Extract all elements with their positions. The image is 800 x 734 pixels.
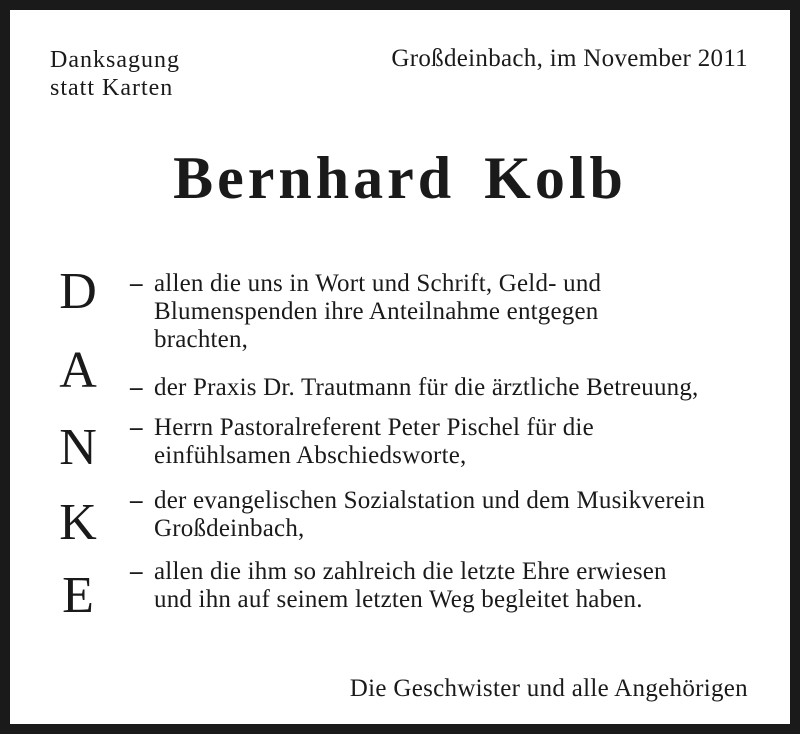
entry-line: Blumenspenden ihre Anteilnahme entgegen: [154, 298, 599, 325]
acrostic-letter-d: D: [59, 263, 97, 320]
acrostic-letter-a: A: [59, 342, 97, 399]
entry-line: allen die uns in Wort und Schrift, Geld- und: [154, 270, 602, 297]
entry-line: und ihn auf seinem letzten Weg begleitet haben.: [154, 586, 643, 613]
header-heading: [50, 46, 180, 102]
entry-line: Herrn Pastoralreferent Peter Pischel für die: [154, 414, 594, 441]
entry-dash: –: [130, 374, 143, 401]
entry-k: [154, 487, 705, 543]
place-date: Großdeinbach, im November 2011: [391, 45, 748, 72]
acrostic-letter-n: N: [59, 419, 97, 476]
entry-dash: –: [130, 558, 143, 585]
entry-line: der Praxis Dr. Trautmann für die ärztliche Betreuung,: [154, 374, 699, 401]
acrostic-letter-k: K: [59, 494, 97, 551]
entry-line: Großdeinbach,: [154, 515, 305, 542]
entry-d: [154, 270, 601, 354]
entry-line: der evangelischen Sozialstation und dem Musikverein: [154, 487, 706, 514]
signature-line: Die Geschwister und alle Angehörigen: [349, 675, 748, 702]
entry-line: brachten,: [154, 326, 249, 353]
entry-dash: –: [130, 414, 143, 441]
entry-dash: –: [130, 270, 143, 297]
entry-a: [154, 374, 699, 402]
entry-n: [154, 414, 594, 470]
header-line-1: Danksagung: [50, 47, 180, 73]
deceased-name: Bernhard Kolb: [173, 145, 627, 211]
acrostic-letter-e: E: [62, 567, 94, 624]
entry-line: allen die ihm so zahlreich die letzte Ehre erwiesen: [154, 558, 667, 585]
entry-dash: –: [130, 487, 143, 514]
header-line-2: statt Karten: [50, 75, 174, 101]
entry-e: [154, 558, 667, 614]
entry-line: einfühlsamen Abschiedsworte,: [154, 442, 467, 469]
